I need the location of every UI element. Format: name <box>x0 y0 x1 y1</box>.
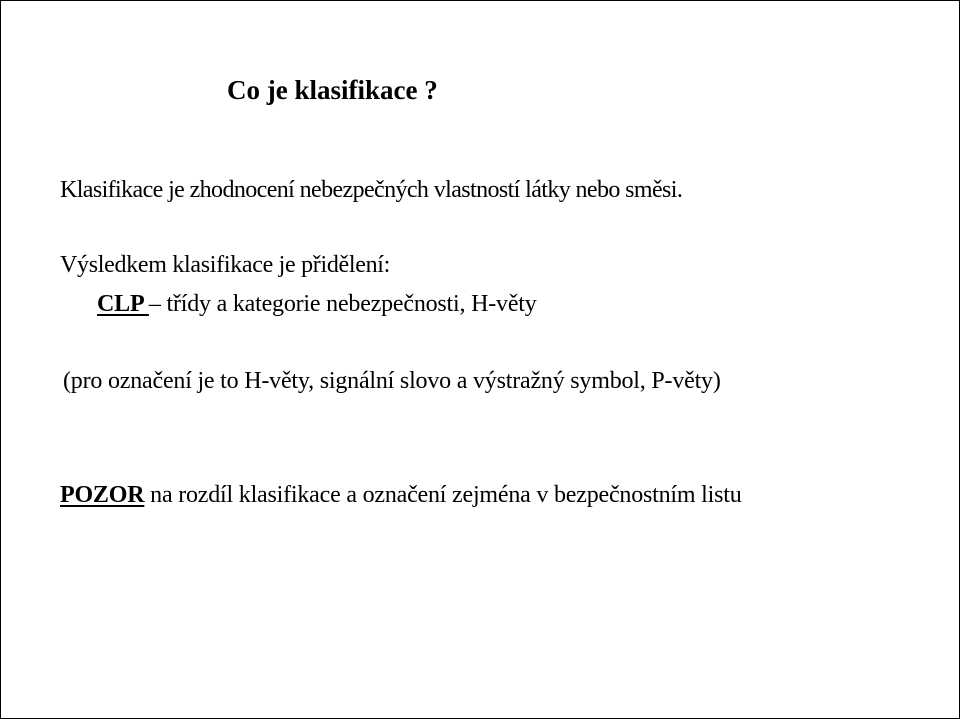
slide-title: Co je klasifikace ? <box>227 75 438 105</box>
warning-label: POZOR <box>60 482 145 508</box>
warning-text: na rozdíl klasifikace a označení zejména v bezpečnostním listu <box>144 482 742 508</box>
classification-definition: Klasifikace je zhodnocení nebezpečných vlastností látky nebo směsi. <box>60 177 683 203</box>
labeling-note: (pro označení je to H-věty, signální slovo a výstražný symbol, P-věty) <box>63 368 721 394</box>
clp-line <box>97 292 537 316</box>
clp-description: – třídy a kategorie nebezpečnosti, H-věty <box>148 291 537 317</box>
clp-label: CLP <box>97 291 149 317</box>
classification-result-intro: Výsledkem klasifikace je přidělení: <box>60 252 391 278</box>
warning-line <box>60 483 742 507</box>
